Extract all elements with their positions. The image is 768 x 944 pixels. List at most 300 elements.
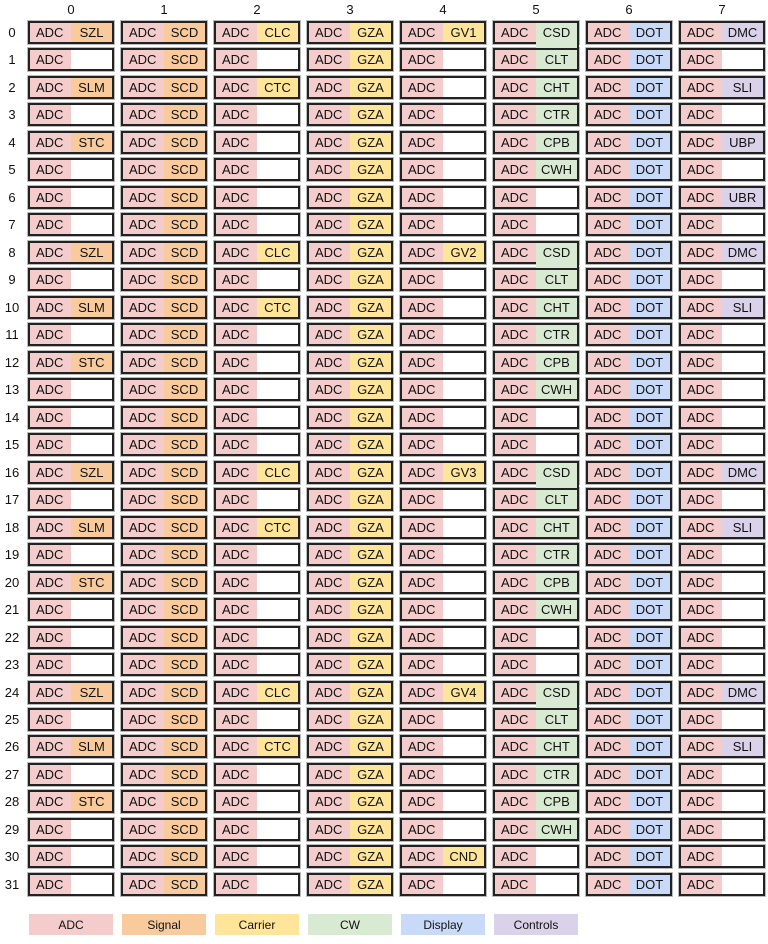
slot-cell [400,653,486,676]
adc-segment: ADC [309,325,350,344]
slot-cell [214,158,300,181]
module-segment: SZL [71,23,112,42]
slot-cell [307,790,393,813]
adc-segment: ADC [309,765,350,784]
module-segment: DOT [629,160,670,179]
adc-segment: ADC [402,847,443,866]
adc-segment: ADC [216,78,257,97]
adc-segment: ADC [681,105,722,124]
adc-segment: ADC [216,435,257,454]
slot-cell [214,461,300,484]
adc-segment: ADC [402,188,443,207]
adc-segment: ADC [216,737,257,756]
slot-cell [214,873,300,896]
module-segment: SCD [164,710,205,729]
slot-cell [493,681,579,704]
module-segment: CHT [536,298,577,317]
adc-segment: ADC [402,463,443,482]
slot-cell [493,268,579,291]
adc-segment: ADC [588,875,629,894]
slot-cell [679,103,765,126]
module-segment [443,820,484,839]
slot-cell [400,818,486,841]
module-segment: CLC [257,683,298,702]
module-segment: DOT [629,573,670,592]
slot-cell [307,626,393,649]
module-segment [71,710,112,729]
slot-cell [28,818,114,841]
legend-item-carrier: Carrier [215,914,299,935]
slot-cell [400,461,486,484]
slot-cell [214,598,300,621]
adc-segment: ADC [402,105,443,124]
module-segment [722,325,763,344]
module-segment [443,188,484,207]
adc-segment: ADC [681,160,722,179]
module-segment [722,215,763,234]
slot-cell [121,268,207,291]
slot-cell [586,433,672,456]
slot-cell [28,406,114,429]
adc-segment: ADC [495,160,536,179]
slot-cell [28,653,114,676]
module-segment: SLI [722,737,763,756]
module-segment: UBP [722,133,763,152]
adc-segment: ADC [309,600,350,619]
adc-segment: ADC [309,435,350,454]
slot-cell [586,158,672,181]
module-segment: DOT [629,23,670,42]
row-label: 4 [8,134,16,150]
module-segment [71,270,112,289]
slot-cell [214,48,300,71]
module-segment: CPB [536,353,577,372]
module-segment: GZA [350,23,391,42]
module-segment: GV4 [443,683,484,702]
module-segment [257,600,298,619]
adc-segment: ADC [402,820,443,839]
slot-cell [679,735,765,758]
adc-segment: ADC [30,655,71,674]
module-segment [71,50,112,69]
adc-segment: ADC [309,820,350,839]
module-segment: SCD [164,545,205,564]
module-segment [722,545,763,564]
cw-link-connector [536,482,579,488]
adc-segment: ADC [123,215,164,234]
row-label: 5 [8,162,16,178]
slot-cell [493,296,579,319]
slot-cell [121,48,207,71]
slot-cell [679,845,765,868]
module-segment [71,105,112,124]
slot-cell [586,763,672,786]
slot-cell [400,323,486,346]
slot-cell [400,48,486,71]
cw-link-connector [536,262,579,268]
slot-cell [307,461,393,484]
slot-cell [28,790,114,813]
adc-segment: ADC [216,655,257,674]
module-segment [71,600,112,619]
column-header: 7 [718,2,726,17]
slot-cell [679,378,765,401]
slot-cell [586,626,672,649]
slot-cell [400,351,486,374]
row-label: 3 [8,107,16,123]
module-segment [536,655,577,674]
row-label: 7 [8,217,16,233]
row-label: 20 [4,574,20,590]
slot-cell [121,516,207,539]
module-segment [257,875,298,894]
module-segment [257,655,298,674]
row-label: 16 [4,464,20,480]
module-segment [722,655,763,674]
module-segment [536,408,577,427]
module-segment: SCD [164,847,205,866]
slot-cell [679,48,765,71]
row-label: 27 [4,766,20,782]
slot-cell [214,433,300,456]
adc-segment: ADC [681,188,722,207]
slot-cell [493,213,579,236]
slot-cell [679,790,765,813]
adc-segment: ADC [588,380,629,399]
module-segment [71,160,112,179]
slot-cell [586,735,672,758]
adc-segment: ADC [309,243,350,262]
slot-cell [28,543,114,566]
adc-segment: ADC [495,353,536,372]
slot-cell [214,626,300,649]
module-segment [722,380,763,399]
adc-segment: ADC [309,518,350,537]
module-segment [722,490,763,509]
slot-cell [493,433,579,456]
slot-cell [679,488,765,511]
adc-segment: ADC [216,875,257,894]
module-segment [71,847,112,866]
module-segment: DMC [722,243,763,262]
slot-cell [121,845,207,868]
adc-segment: ADC [123,408,164,427]
adc-segment: ADC [495,50,536,69]
slot-cell [214,21,300,44]
module-segment [257,353,298,372]
module-segment: SCD [164,270,205,289]
slot-cell [493,48,579,71]
slot-cell [400,571,486,594]
slot-cell [400,735,486,758]
slot-cell [586,571,672,594]
module-segment: GV2 [443,243,484,262]
module-segment [722,820,763,839]
slot-cell [679,433,765,456]
adc-segment: ADC [681,765,722,784]
module-segment: SLM [71,518,112,537]
column-header: 2 [253,2,261,17]
module-segment [257,215,298,234]
slot-cell [121,131,207,154]
slot-cell [214,516,300,539]
module-segment [443,600,484,619]
slot-cell [493,158,579,181]
slot-cell [400,488,486,511]
column-header: 6 [625,2,633,17]
adc-segment: ADC [309,78,350,97]
module-segment: DOT [629,408,670,427]
module-segment: CTR [536,765,577,784]
adc-segment: ADC [216,298,257,317]
slot-cell [400,681,486,704]
adc-segment: ADC [30,545,71,564]
module-segment [257,188,298,207]
slot-cell [28,873,114,896]
row-label: 1 [8,52,16,68]
row-label: 26 [4,739,20,755]
module-segment: GZA [350,188,391,207]
adc-segment: ADC [30,765,71,784]
adc-segment: ADC [309,573,350,592]
module-segment: GZA [350,298,391,317]
adc-segment: ADC [309,50,350,69]
adc-segment: ADC [216,847,257,866]
slot-cell [28,351,114,374]
row-label: 2 [8,79,16,95]
row-label: 19 [4,547,20,563]
slot-cell [679,21,765,44]
adc-segment: ADC [588,133,629,152]
adc-segment: ADC [588,573,629,592]
slot-cell [28,598,114,621]
module-segment: CWH [536,600,577,619]
adc-segment: ADC [588,325,629,344]
adc-segment: ADC [402,160,443,179]
slot-cell [307,268,393,291]
slot-cell [121,433,207,456]
adc-segment: ADC [402,628,443,647]
column-header: 0 [67,2,75,17]
slot-cell [121,213,207,236]
slot-cell [307,708,393,731]
module-segment: SCD [164,875,205,894]
adc-segment: ADC [123,380,164,399]
module-segment: CPB [536,792,577,811]
module-segment [257,545,298,564]
adc-segment: ADC [309,737,350,756]
adc-segment: ADC [309,133,350,152]
row-label: 17 [4,492,20,508]
module-segment: GZA [350,380,391,399]
module-segment: CPB [536,133,577,152]
adc-segment: ADC [30,270,71,289]
slot-cell [28,516,114,539]
slot-cell [121,571,207,594]
module-segment: CSD [536,243,577,262]
adc-segment: ADC [216,380,257,399]
module-segment: SCD [164,820,205,839]
module-segment [536,628,577,647]
adc-segment: ADC [30,628,71,647]
module-segment: DMC [722,463,763,482]
slot-cell [121,681,207,704]
adc-segment: ADC [495,710,536,729]
column-header: 1 [160,2,168,17]
module-segment: DMC [722,683,763,702]
slot-cell [400,763,486,786]
slot-cell [214,131,300,154]
module-segment [257,435,298,454]
slot-cell [121,708,207,731]
slot-cell [493,543,579,566]
adc-segment: ADC [588,518,629,537]
adc-segment: ADC [216,820,257,839]
adc-segment: ADC [216,600,257,619]
slot-cell [307,241,393,264]
adc-segment: ADC [681,78,722,97]
adc-segment: ADC [216,50,257,69]
slot-cell [493,708,579,731]
module-segment: GZA [350,325,391,344]
module-segment: CTC [257,737,298,756]
slot-cell [121,186,207,209]
slot-cell [586,708,672,731]
slot-cell [307,296,393,319]
slot-cell [214,818,300,841]
adc-segment: ADC [588,408,629,427]
slot-cell [307,131,393,154]
slot-cell [307,76,393,99]
adc-segment: ADC [30,380,71,399]
module-segment: CHT [536,78,577,97]
adc-segment: ADC [30,188,71,207]
adc-segment: ADC [30,298,71,317]
module-segment: GZA [350,435,391,454]
adc-segment: ADC [216,408,257,427]
adc-segment: ADC [216,325,257,344]
adc-segment: ADC [588,490,629,509]
module-segment: GZA [350,215,391,234]
slot-cell [214,681,300,704]
adc-segment: ADC [309,792,350,811]
module-segment: DOT [629,463,670,482]
slot-cell [307,571,393,594]
slot-cell [493,131,579,154]
row-label: 10 [4,299,20,315]
slot-cell [121,406,207,429]
module-segment [71,325,112,344]
adc-segment: ADC [123,463,164,482]
adc-segment: ADC [30,518,71,537]
slot-cell [307,48,393,71]
slot-cell [400,626,486,649]
module-segment [443,628,484,647]
slot-cell [28,296,114,319]
module-segment [71,188,112,207]
adc-segment: ADC [309,490,350,509]
module-segment: SCD [164,792,205,811]
adc-segment: ADC [495,298,536,317]
adc-segment: ADC [123,655,164,674]
adc-segment: ADC [588,270,629,289]
module-segment: SCD [164,50,205,69]
slot-cell [214,76,300,99]
module-segment: UBR [722,188,763,207]
adc-segment: ADC [123,765,164,784]
module-segment [722,847,763,866]
legend-item-controls: Controls [494,914,578,935]
adc-segment: ADC [30,820,71,839]
slot-cell [679,516,765,539]
slot-cell [121,21,207,44]
module-segment: GZA [350,270,391,289]
module-segment: DOT [629,600,670,619]
adc-segment: ADC [495,408,536,427]
module-segment: CTC [257,78,298,97]
adc-segment: ADC [309,545,350,564]
adc-segment: ADC [309,270,350,289]
adc-segment: ADC [495,325,536,344]
module-segment: DOT [629,875,670,894]
slot-cell [586,598,672,621]
module-segment [722,353,763,372]
slot-cell [679,461,765,484]
slot-cell [400,241,486,264]
module-segment: CTR [536,325,577,344]
adc-segment: ADC [681,325,722,344]
adc-segment: ADC [495,105,536,124]
module-segment [443,50,484,69]
adc-segment: ADC [681,820,722,839]
module-segment: SCD [164,628,205,647]
adc-segment: ADC [30,847,71,866]
module-segment: SCD [164,518,205,537]
adc-segment: ADC [123,353,164,372]
module-segment: GZA [350,600,391,619]
adc-segment: ADC [681,628,722,647]
module-segment [443,270,484,289]
module-segment [722,160,763,179]
adc-segment: ADC [588,683,629,702]
adc-segment: ADC [30,435,71,454]
module-segment: SCD [164,655,205,674]
adc-segment: ADC [30,23,71,42]
slot-cell [493,763,579,786]
slot-cell [28,268,114,291]
module-segment: DOT [629,133,670,152]
slot-cell [121,488,207,511]
module-segment: DMC [722,23,763,42]
adc-segment: ADC [402,710,443,729]
slot-cell [400,158,486,181]
module-segment: DOT [629,683,670,702]
adc-segment: ADC [495,463,536,482]
module-segment [722,792,763,811]
slot-cell [28,433,114,456]
slot-cell [493,873,579,896]
row-label: 11 [5,327,19,343]
adc-segment: ADC [402,133,443,152]
module-segment: DOT [629,78,670,97]
adc-segment: ADC [402,792,443,811]
adc-segment: ADC [495,518,536,537]
module-segment: SCD [164,23,205,42]
slot-cell [400,103,486,126]
slot-cell [493,241,579,264]
adc-segment: ADC [30,215,71,234]
adc-segment: ADC [123,133,164,152]
